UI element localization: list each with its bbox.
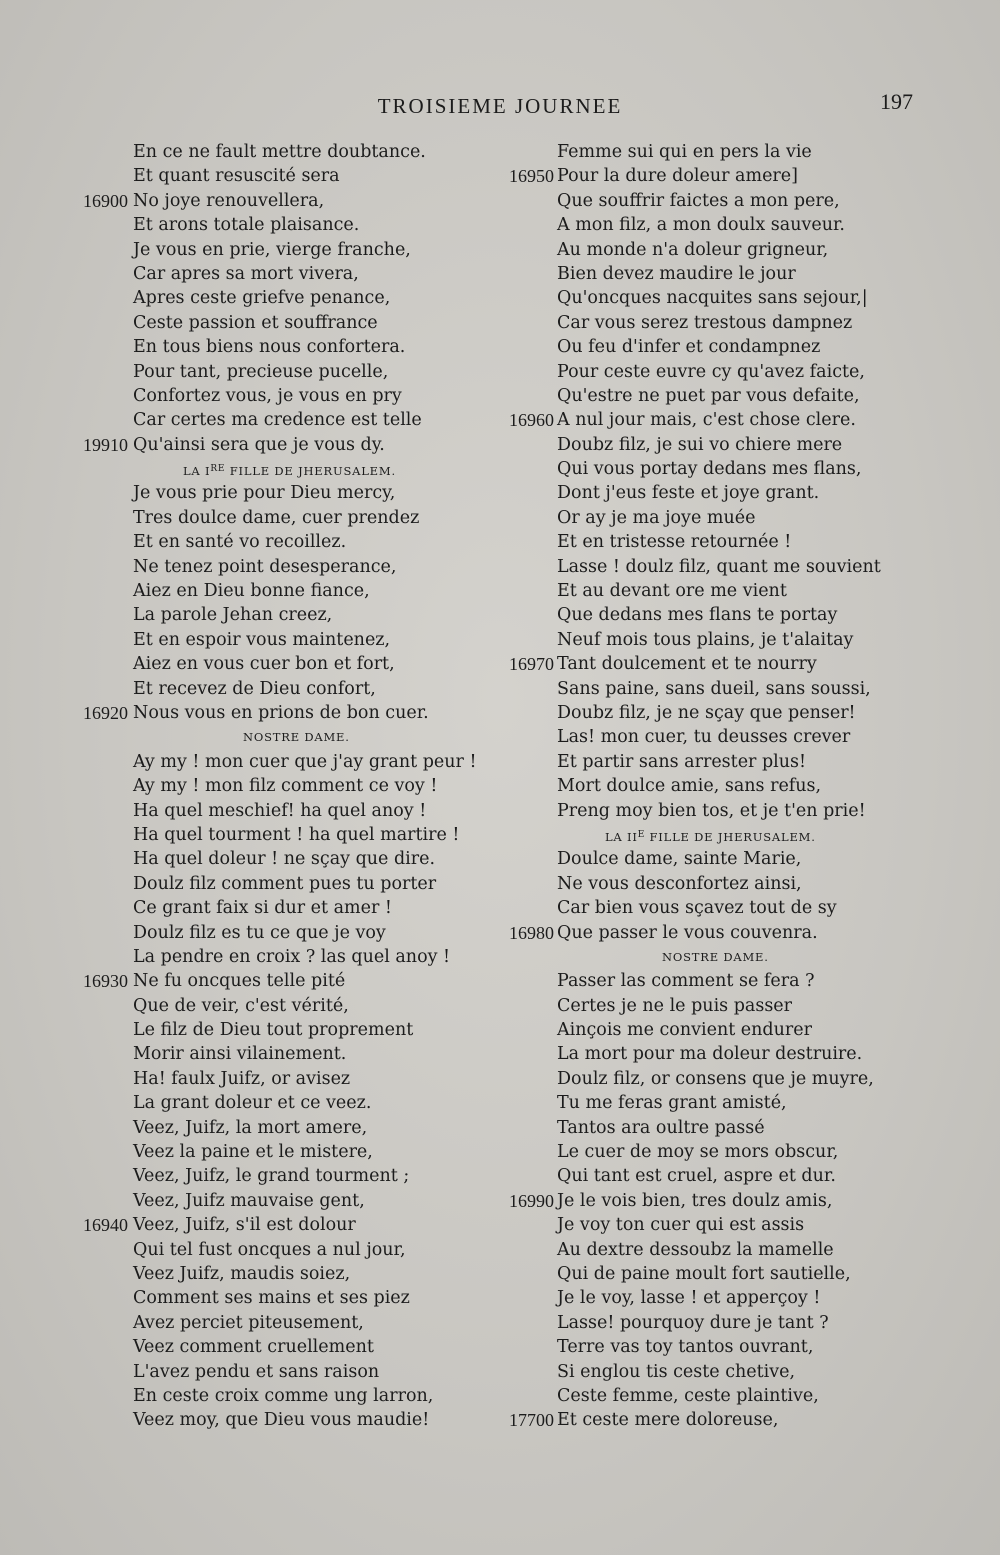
verse-line bbox=[133, 1116, 493, 1140]
page-number: 197 bbox=[880, 89, 913, 114]
verse-line bbox=[133, 335, 493, 359]
verse-text: Et au devant ore me vient bbox=[557, 581, 787, 602]
verse-line bbox=[557, 1164, 887, 1188]
verse-line bbox=[557, 457, 887, 481]
verse-text: Ceste femme, ceste plaintive, bbox=[557, 1385, 819, 1406]
verse-line bbox=[557, 1238, 887, 1262]
verse-line bbox=[557, 628, 887, 652]
verse-text: Au monde n'a doleur grigneur, bbox=[557, 239, 829, 260]
verse-line bbox=[133, 1164, 493, 1188]
verse-line bbox=[83, 1213, 493, 1237]
verse-text: Doulz filz comment pues tu porter bbox=[133, 873, 437, 894]
verse-line bbox=[557, 140, 887, 164]
verse-line bbox=[557, 555, 887, 579]
verse-text: Je le vois bien, tres doulz amis, bbox=[557, 1190, 833, 1211]
verse-line bbox=[557, 1311, 887, 1335]
verse-line bbox=[557, 701, 887, 725]
verse-text: Au dextre dessoubz la mamelle bbox=[557, 1239, 834, 1260]
verse-text: Ha quel doleur ! ne sçay que dire. bbox=[133, 849, 436, 870]
verse-line bbox=[557, 238, 887, 262]
verse-text: Qu'oncques nacquites sans sejour,| bbox=[557, 288, 868, 309]
verse-text: Ha! faulx Juifz, or avisez bbox=[133, 1068, 351, 1089]
verse-line bbox=[557, 481, 887, 505]
verse-text: Confortez vous, je vous en pry bbox=[133, 385, 402, 406]
verse-line bbox=[557, 603, 887, 627]
verse-text: Qui vous portay dedans mes flans, bbox=[557, 459, 862, 480]
verse-text: Si englou tis ceste chetive, bbox=[557, 1361, 796, 1382]
verse-line bbox=[133, 921, 493, 945]
verse-text: A nul jour mais, c'est chose clere. bbox=[557, 410, 856, 431]
verse-line bbox=[509, 652, 887, 676]
verse-line bbox=[133, 774, 493, 798]
verse-text: Veez Juifz, maudis soiez, bbox=[133, 1263, 351, 1284]
verse-line bbox=[557, 1286, 887, 1310]
verse-line bbox=[133, 384, 493, 408]
verse-line bbox=[133, 140, 493, 164]
verse-text: En ceste croix comme ung larron, bbox=[133, 1385, 434, 1406]
verse-line bbox=[133, 1408, 493, 1432]
verse-text: Qui de paine moult fort sautielle, bbox=[557, 1263, 851, 1284]
verse-line bbox=[557, 750, 887, 774]
verse-text: Ay my ! mon filz comment ce voy ! bbox=[133, 776, 438, 797]
verse-text: Ou feu d'infer et condampnez bbox=[557, 337, 821, 358]
verse-line bbox=[557, 725, 887, 749]
verse-text: Doulce dame, sainte Marie, bbox=[557, 849, 802, 870]
verse-text: Et en tristesse retournée ! bbox=[557, 532, 792, 553]
verse-text: Que souffrir faictes a mon pere, bbox=[557, 190, 840, 211]
verse-line bbox=[83, 701, 493, 725]
verse-text: Le cuer de moy se mors obscur, bbox=[557, 1142, 839, 1163]
verse-line bbox=[133, 750, 493, 774]
verse-text: Veez, Juifz, s'il est dolour bbox=[133, 1215, 356, 1236]
verse-text: Sans paine, sans dueil, sans soussi, bbox=[557, 678, 871, 699]
verse-line bbox=[557, 799, 887, 823]
verse-text: En tous biens nous confortera. bbox=[133, 337, 406, 358]
verse-line bbox=[557, 1067, 887, 1091]
verse-line bbox=[557, 360, 887, 384]
verse-text: Ainçois me convient endurer bbox=[557, 1020, 812, 1041]
verse-line bbox=[509, 408, 887, 432]
verse-text: Or ay je ma joye muée bbox=[557, 507, 756, 528]
verse-text: Et en espoir vous maintenez, bbox=[133, 629, 391, 650]
verse-line bbox=[133, 1091, 493, 1115]
verse-block bbox=[509, 969, 887, 1432]
verse-text: Nous vous en prions de bon cuer. bbox=[133, 702, 429, 723]
verse-text: Lasse! pourquoy dure je tant ? bbox=[557, 1312, 829, 1333]
verse-block bbox=[509, 140, 887, 823]
verse-text: Et quant resuscité sera bbox=[133, 166, 340, 187]
verse-text: Et recevez de Dieu confort, bbox=[133, 678, 376, 699]
verse-text: Veez, Juifz mauvaise gent, bbox=[133, 1190, 365, 1211]
verse-line bbox=[557, 311, 887, 335]
verse-number: 16930 bbox=[83, 971, 128, 992]
verse-line bbox=[133, 872, 493, 896]
verse-text: Veez moy, que Dieu vous maudie! bbox=[133, 1410, 430, 1431]
verse-line bbox=[133, 823, 493, 847]
verse-text: Tant doulcement et te nourry bbox=[557, 654, 817, 675]
verse-line bbox=[557, 774, 887, 798]
verse-text: Car certes ma credence est telle bbox=[133, 410, 422, 431]
verse-line bbox=[133, 1360, 493, 1384]
verse-line bbox=[557, 530, 887, 554]
verse-text: Passer las comment se fera ? bbox=[557, 971, 815, 992]
verse-line bbox=[133, 408, 493, 432]
verse-text: Las! mon cuer, tu deusses crever bbox=[557, 727, 851, 748]
verse-line bbox=[133, 628, 493, 652]
verse-text: Je vous prie pour Dieu mercy, bbox=[133, 483, 396, 504]
verse-line bbox=[83, 189, 493, 213]
verse-line bbox=[557, 262, 887, 286]
verse-text: Doubz filz, je ne sçay que penser! bbox=[557, 702, 856, 723]
verse-text: Ceste passion et souffrance bbox=[133, 312, 378, 333]
verse-line bbox=[557, 896, 887, 920]
verse-line bbox=[509, 921, 887, 945]
verse-number: 16990 bbox=[509, 1190, 554, 1211]
verse-text: La mort pour ma doleur destruire. bbox=[557, 1044, 863, 1065]
verse-line bbox=[133, 603, 493, 627]
verse-text: Car vous serez trestous dampnez bbox=[557, 312, 853, 333]
verse-text: Car apres sa mort vivera, bbox=[133, 263, 359, 284]
verse-text: Mort doulce amie, sans refus, bbox=[557, 776, 822, 797]
verse-line bbox=[557, 1213, 887, 1237]
verse-text: Ce grant faix si dur et amer ! bbox=[133, 898, 392, 919]
verse-number: 16980 bbox=[509, 922, 554, 943]
verse-line bbox=[557, 1018, 887, 1042]
verse-text: Et partir sans arrester plus! bbox=[557, 751, 807, 772]
verse-line bbox=[557, 189, 887, 213]
verse-number: 16960 bbox=[509, 410, 554, 431]
verse-text: Ne tenez point desesperance, bbox=[133, 556, 397, 577]
verse-line bbox=[133, 1311, 493, 1335]
verse-line bbox=[133, 945, 493, 969]
verse-block bbox=[83, 750, 493, 1433]
verse-line bbox=[509, 1408, 887, 1432]
speaker-heading: LA IRE FILLE DE JHERUSALEM. bbox=[183, 464, 396, 479]
verse-block bbox=[83, 140, 493, 457]
verse-line bbox=[557, 384, 887, 408]
left-column bbox=[83, 140, 493, 1433]
verse-line bbox=[557, 1262, 887, 1286]
verse-line bbox=[557, 213, 887, 237]
verse-text: Pour la dure doleur amere] bbox=[557, 166, 798, 187]
verse-line bbox=[133, 481, 493, 505]
verse-text: No joye renouvellera, bbox=[133, 190, 325, 211]
verse-line bbox=[133, 847, 493, 871]
verse-text: La parole Jehan creez, bbox=[133, 605, 333, 626]
verse-line bbox=[557, 994, 887, 1018]
verse-line bbox=[557, 1116, 887, 1140]
verse-text: Et en santé vo recoillez. bbox=[133, 532, 347, 553]
verse-line bbox=[557, 847, 887, 871]
verse-line bbox=[133, 360, 493, 384]
verse-line bbox=[133, 1384, 493, 1408]
verse-text: Qui tel fust oncques a nul jour, bbox=[133, 1239, 406, 1260]
verse-text: Veez, Juifz, la mort amere, bbox=[133, 1117, 368, 1138]
verse-text: Ha quel meschief! ha quel anoy ! bbox=[133, 800, 427, 821]
verse-text: Veez comment cruellement bbox=[133, 1337, 374, 1358]
verse-line bbox=[133, 652, 493, 676]
verse-line bbox=[557, 872, 887, 896]
verse-text: Qu'estre ne puet par vous defaite, bbox=[557, 385, 860, 406]
verse-text: Veez, Juifz, le grand tourment ; bbox=[133, 1166, 410, 1187]
speaker-heading: NOSTRE DAME. bbox=[662, 949, 769, 964]
verse-text: Morir ainsi vilainement. bbox=[133, 1044, 347, 1065]
verse-text: Pour ceste euvre cy qu'avez faicte, bbox=[557, 361, 865, 382]
verse-line bbox=[133, 1189, 493, 1213]
verse-text: Que passer le vous couvenra. bbox=[557, 922, 818, 943]
verse-line bbox=[509, 164, 887, 188]
verse-line bbox=[133, 213, 493, 237]
verse-text: Je vous en prie, vierge franche, bbox=[133, 239, 411, 260]
running-head: TROISIEME JOURNEE bbox=[377, 94, 623, 118]
verse-text: Preng moy bien tos, et je t'en prie! bbox=[557, 800, 866, 821]
verse-line bbox=[133, 677, 493, 701]
verse-block bbox=[509, 847, 887, 945]
verse-line bbox=[557, 286, 887, 310]
verse-line bbox=[133, 530, 493, 554]
verse-number: 16900 bbox=[83, 190, 128, 211]
verse-line bbox=[133, 506, 493, 530]
verse-text: Doubz filz, je sui vo chiere mere bbox=[557, 434, 843, 455]
verse-text: Aiez en vous cuer bon et fort, bbox=[133, 654, 395, 675]
verse-line bbox=[133, 1286, 493, 1310]
verse-text: Avez perciet piteusement, bbox=[133, 1312, 364, 1333]
verse-line bbox=[557, 506, 887, 530]
verse-text: Tantos ara oultre passé bbox=[557, 1117, 765, 1138]
verse-text: Ha quel tourment ! ha quel martire ! bbox=[133, 824, 460, 845]
verse-number: 19910 bbox=[83, 434, 128, 455]
verse-block bbox=[83, 481, 493, 725]
verse-line bbox=[83, 433, 493, 457]
verse-line bbox=[133, 286, 493, 310]
verse-line bbox=[133, 238, 493, 262]
verse-line bbox=[557, 1091, 887, 1115]
verse-line bbox=[557, 433, 887, 457]
verse-line bbox=[133, 579, 493, 603]
verse-text: Doulz filz es tu ce que je voy bbox=[133, 922, 386, 943]
verse-line bbox=[557, 579, 887, 603]
verse-line bbox=[557, 1042, 887, 1066]
verse-line bbox=[133, 1140, 493, 1164]
verse-line bbox=[83, 969, 493, 993]
verse-number: 16920 bbox=[83, 702, 128, 723]
verse-line bbox=[133, 311, 493, 335]
verse-line bbox=[557, 1360, 887, 1384]
verse-text: Je le voy, lasse ! et apperçoy ! bbox=[557, 1288, 821, 1309]
verse-line bbox=[133, 799, 493, 823]
verse-line bbox=[557, 1384, 887, 1408]
verse-text: Comment ses mains et ses piez bbox=[133, 1288, 410, 1309]
verse-text: Femme sui qui en pers la vie bbox=[557, 142, 812, 162]
verse-text: Tu me feras grant amisté, bbox=[557, 1093, 787, 1114]
verse-text: Ne vous desconfortez ainsi, bbox=[557, 873, 802, 894]
right-column bbox=[509, 140, 887, 1433]
verse-line bbox=[557, 677, 887, 701]
verse-line bbox=[133, 896, 493, 920]
verse-line bbox=[133, 1018, 493, 1042]
verse-line bbox=[509, 1189, 887, 1213]
verse-text: Apres ceste griefve penance, bbox=[133, 288, 391, 309]
verse-line bbox=[557, 969, 887, 993]
verse-line bbox=[133, 1238, 493, 1262]
verse-number: 17700 bbox=[509, 1410, 554, 1431]
verse-line bbox=[133, 555, 493, 579]
verse-line bbox=[557, 1335, 887, 1359]
verse-text: La grant doleur et ce veez. bbox=[133, 1093, 372, 1114]
verse-line bbox=[133, 1262, 493, 1286]
verse-text: Ay my ! mon cuer que j'ay grant peur ! bbox=[133, 751, 477, 772]
verse-line bbox=[133, 1067, 493, 1091]
verse-text: Terre vas toy tantos ouvrant, bbox=[557, 1337, 814, 1358]
verse-text: Que dedans mes flans te portay bbox=[557, 605, 838, 626]
verse-text: Tres doulce dame, cuer prendez bbox=[133, 507, 420, 528]
verse-text: En ce ne fault mettre doubtance. bbox=[133, 142, 426, 162]
verse-text: Neuf mois tous plains, je t'alaitay bbox=[557, 629, 854, 650]
verse-text: Certes je ne le puis passer bbox=[557, 995, 793, 1016]
verse-line bbox=[557, 335, 887, 359]
verse-text: Lasse ! doulz filz, quant me souvient bbox=[557, 556, 881, 577]
verse-text: Et arons totale plaisance. bbox=[133, 215, 360, 236]
verse-text: L'avez pendu et sans raison bbox=[133, 1361, 380, 1382]
verse-number: 16950 bbox=[509, 166, 554, 187]
verse-text: La pendre en croix ? las quel anoy ! bbox=[133, 946, 451, 967]
speaker-heading: LA $II^E$ FILLE DE JHERUSALEM. bbox=[605, 829, 816, 844]
verse-number: 16970 bbox=[509, 654, 554, 675]
verse-text: Le filz de Dieu tout proprement bbox=[133, 1020, 414, 1041]
verse-line bbox=[133, 262, 493, 286]
verse-text: Car bien vous sçavez tout de sy bbox=[557, 898, 837, 919]
verse-line bbox=[557, 1140, 887, 1164]
verse-text: Doulz filz, or consens que je muyre, bbox=[557, 1068, 874, 1089]
verse-text: Je voy ton cuer qui est assis bbox=[557, 1215, 805, 1236]
verse-line bbox=[133, 164, 493, 188]
verse-line bbox=[133, 1335, 493, 1359]
verse-text: Qu'ainsi sera que je vous dy. bbox=[133, 434, 385, 455]
verse-text: Ne fu oncques telle pité bbox=[133, 971, 346, 992]
verse-text: Pour tant, precieuse pucelle, bbox=[133, 361, 389, 382]
verse-text: Qui tant est cruel, aspre et dur. bbox=[557, 1166, 836, 1187]
speaker-heading: NOSTRE DAME. bbox=[243, 730, 350, 745]
verse-text: Bien devez maudire le jour bbox=[557, 263, 796, 284]
verse-text: Veez la paine et le mistere, bbox=[133, 1142, 373, 1163]
verse-line bbox=[133, 1042, 493, 1066]
verse-text: A mon filz, a mon doulx sauveur. bbox=[557, 215, 845, 236]
verse-text: Dont j'eus feste et joye grant. bbox=[557, 483, 820, 504]
verse-text: Et ceste mere doloreuse, bbox=[557, 1410, 779, 1431]
verse-number: 16940 bbox=[83, 1215, 128, 1236]
verse-text: Aiez en Dieu bonne fiance, bbox=[133, 581, 370, 602]
verse-line bbox=[133, 994, 493, 1018]
verse-text: Que de veir, c'est vérité, bbox=[133, 995, 349, 1016]
